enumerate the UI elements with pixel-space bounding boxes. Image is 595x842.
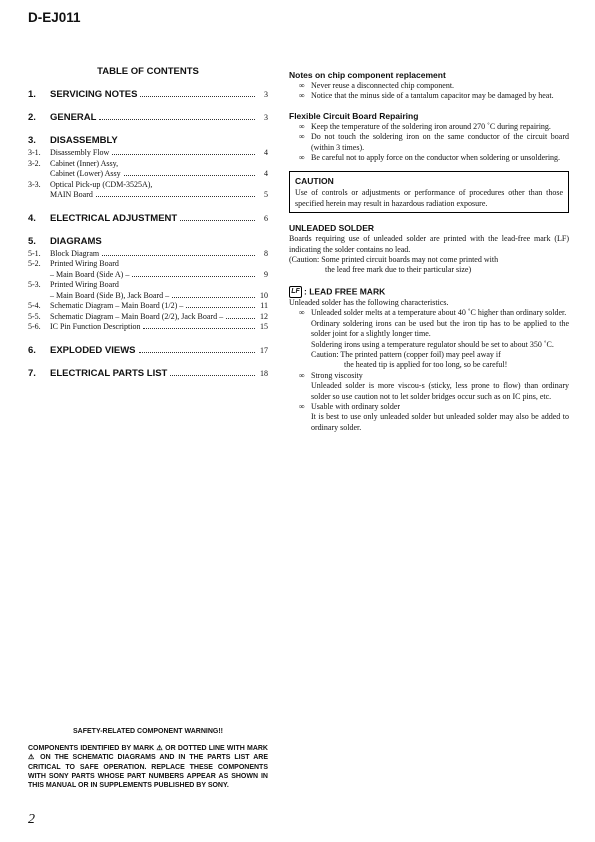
- list-item: ∞ Strong viscosity: [299, 370, 363, 380]
- caution-heading: CAUTION: [295, 176, 334, 187]
- bullet-icon: ∞: [299, 91, 305, 101]
- toc-section-title: DIAGRAMS: [50, 235, 102, 247]
- bullet-icon: ∞: [299, 370, 305, 380]
- toc-subsection-number: 5-1.: [28, 248, 41, 258]
- toc-subsection-title: Block Diagram: [50, 248, 100, 258]
- toc-page-number: 18: [260, 368, 268, 378]
- toc-subsection: [28, 259, 268, 270]
- bullet-icon: ∞: [299, 132, 305, 142]
- toc-page-number: 9: [264, 269, 268, 279]
- toc-subsection-number: 5-6.: [28, 322, 41, 331]
- toc-subsection-title: Printed Wiring Board: [50, 259, 119, 268]
- toc-section-number: 5.: [28, 235, 36, 247]
- toc-section: [28, 89, 268, 100]
- paragraph: Unleaded solder is more viscou-s (sticky, less prone to flow) than ordinary solder so use caution not to let solder bridges occur such as on IC pins, etc.: [311, 381, 569, 401]
- toc-subsection-number: 5-4.: [28, 301, 41, 310]
- toc-subsection: [28, 280, 268, 291]
- toc-leader-dots: [124, 175, 255, 176]
- toc-subsection-number: 5-3.: [28, 280, 41, 289]
- toc-section-title: GENERAL: [50, 112, 97, 123]
- toc-leader-dots: [170, 375, 255, 376]
- toc-section-title: SERVICING NOTES: [50, 89, 138, 100]
- toc-page-number: 11: [260, 301, 268, 310]
- lead-free-heading: LF : LEAD FREE MARK: [289, 286, 569, 298]
- toc-section-number: 2.: [28, 112, 36, 123]
- paragraph: Soldering irons using a temperature regulator should be set to about 350 ˚C.: [311, 339, 554, 349]
- toc-subsection-number: 3-3.: [28, 179, 41, 189]
- toc-subsection-title: Printed Wiring Board: [50, 280, 119, 289]
- toc-list: [28, 89, 268, 379]
- bullet-icon: ∞: [299, 121, 305, 131]
- melt-caution-cont: the heated tip is applied for too long, so be careful!: [344, 360, 508, 370]
- toc-section: [28, 213, 268, 224]
- toc-leader-dots: [143, 328, 255, 329]
- list-item: ∞ Never reuse a disconnected chip component.: [299, 81, 455, 90]
- toc-subsection-number: 3-1.: [28, 148, 41, 157]
- toc-section-title: ELECTRICAL PARTS LIST: [50, 367, 168, 379]
- list-item: ∞ Unleaded solder melts at a temperature about 40 ˚C higher than ordinary solder.: [299, 308, 567, 318]
- toc-section: [28, 135, 268, 146]
- toc-section-number: 3.: [28, 135, 36, 146]
- toc-page-number: 3: [264, 113, 268, 122]
- lead-free-intro: Unleaded solder has the following characteristics.: [289, 297, 449, 307]
- toc-page-number: 5: [264, 190, 268, 199]
- toc-subsection-number: 5-2.: [28, 259, 41, 268]
- toc-subsection: [28, 190, 268, 201]
- toc-subsection-title: IC Pin Function Description: [50, 322, 141, 331]
- paragraph: It is best to use only unleaded solder but unleaded solder may also be added to ordinary solder.: [311, 412, 569, 432]
- toc-page-number: 8: [264, 248, 268, 258]
- toc-leader-dots: [180, 220, 255, 221]
- flex-board-heading: Flexible Circuit Board Repairing: [289, 110, 419, 121]
- toc-subsection-title: – Main Board (Side A) –: [50, 269, 130, 279]
- bullet-icon: ∞: [299, 81, 305, 90]
- toc-subsection: [28, 270, 268, 281]
- paragraph: Ordinary soldering irons can be used but the iron tip has to be applied to the solder joint for a slightly longer time.: [311, 318, 569, 339]
- safety-warning: [28, 727, 268, 790]
- list-item: ∞ Keep the temperature of the soldering iron around 270 ˚C during repairing.: [299, 121, 551, 131]
- toc-leader-dots: [186, 307, 255, 308]
- toc-subsection: [28, 180, 268, 191]
- toc-subsection-title: Schematic Diagram – Main Board (2/2), Jack Board –: [50, 311, 224, 321]
- toc-subsection-title: MAIN Board: [50, 190, 93, 199]
- toc-subsection-title: Cabinet (Lower) Assy: [50, 169, 121, 178]
- model-header: D-EJ011: [28, 10, 81, 25]
- toc-page-number: 17: [260, 345, 268, 355]
- toc-section: [28, 368, 268, 379]
- toc-page-number: 10: [260, 290, 268, 300]
- unleaded-solder-heading: UNLEADED SOLDER: [289, 223, 375, 234]
- list-item: ∞ Usable with ordinary solder: [299, 401, 401, 411]
- list-item: ∞ Notice that the minus side of a tantalum capacitor may be damaged by heat.: [299, 91, 554, 101]
- melt-caution: Caution: The printed pattern (copper foil) may peel away if: [311, 349, 501, 359]
- toc-subsection: [28, 312, 268, 323]
- table-of-contents: [28, 66, 268, 379]
- list-item: ∞ Do not touch the soldering iron on the same conductor of the circuit board (within 3 times).: [299, 132, 569, 152]
- toc-subsection: [28, 322, 268, 333]
- toc-page-number: 4: [264, 148, 268, 157]
- toc-leader-dots: [139, 352, 255, 353]
- safety-warning-text: COMPONENTS IDENTIFIED BY MARK ⚠ OR DOTTED LINE WITH MARK ⚠ ON THE SCHEMATIC DIAGRAMS AND IN THE PARTS LIST ARE CRITICAL TO SAFE OPERATION. REPLACE THESE COMPONENTS WITH SONY PARTS WHOSE PART NUMBERS APPEAR AS SHOWN IN THIS MANUAL OR IN SUPPLEMENTS PUBLISHED BY SONY.: [28, 745, 268, 790]
- toc-subsection-title: – Main Board (Side B), Jack Board –: [50, 290, 170, 300]
- toc-subsection-number: 3-2.: [28, 158, 41, 168]
- toc-section-title: ELECTRICAL ADJUSTMENT: [50, 212, 178, 224]
- toc-subsection-title: Cabinet (Inner) Assy,: [50, 158, 119, 168]
- toc-subsection: [28, 249, 268, 260]
- service-notes-column: [289, 70, 569, 433]
- toc-section-number: 7.: [28, 367, 36, 379]
- toc-section-number: 6.: [28, 344, 36, 356]
- toc-subsection-title: Optical Pick-up (CDM-3525A),: [50, 179, 153, 189]
- page-number: 2: [28, 812, 35, 827]
- toc-leader-dots: [132, 276, 255, 277]
- toc-page-number: 3: [264, 90, 268, 99]
- toc-subsection: [28, 301, 268, 312]
- list-item: ∞ Be careful not to apply force on the conductor when soldering or unsoldering.: [299, 153, 561, 163]
- toc-page-number: 15: [260, 322, 268, 331]
- toc-leader-dots: [172, 297, 255, 298]
- toc-section-title: EXPLODED VIEWS: [50, 344, 136, 356]
- toc-leader-dots: [112, 154, 255, 155]
- caution-box: [289, 171, 569, 213]
- toc-subsection: [28, 291, 268, 302]
- chip-notes-heading: Notes on chip component replacement: [289, 70, 446, 80]
- toc-subsection-title: Disassembly Flow: [50, 148, 110, 157]
- toc-section: [28, 112, 268, 123]
- bullet-icon: ∞: [299, 153, 305, 163]
- unleaded-text: Boards requiring use of unleaded solder are printed with the lead-free mark (LF) indicating the solder contains no lead.: [289, 234, 569, 254]
- toc-title: TABLE OF CONTENTS: [97, 66, 199, 77]
- toc-subsection: [28, 159, 268, 170]
- toc-section: [28, 236, 268, 247]
- toc-section-title: DISASSEMBLY: [50, 135, 118, 146]
- toc-subsection: [28, 169, 268, 180]
- toc-leader-dots: [99, 119, 255, 120]
- toc-section-number: 4.: [28, 212, 36, 224]
- toc-section: [28, 345, 268, 356]
- toc-leader-dots: [102, 255, 255, 256]
- toc-section-number: 1.: [28, 89, 36, 100]
- toc-leader-dots: [140, 96, 255, 97]
- toc-subsection-number: 5-5.: [28, 311, 41, 321]
- bullet-icon: ∞: [299, 401, 305, 411]
- toc-page-number: 12: [260, 311, 268, 321]
- safety-warning-title: SAFETY-RELATED COMPONENT WARNING!!: [73, 728, 223, 735]
- toc-leader-dots: [96, 196, 255, 197]
- bullet-icon: ∞: [299, 308, 305, 318]
- unleaded-caution-cont: the lead free mark due to their particular size): [325, 265, 472, 275]
- lead-free-mark-icon: LF: [289, 286, 302, 298]
- toc-page-number: 4: [264, 169, 268, 178]
- toc-subsection-title: Schematic Diagram – Main Board (1/2) –: [50, 301, 184, 310]
- unleaded-caution: (Caution: Some printed circuit boards may not come printed with: [289, 255, 499, 265]
- toc-leader-dots: [226, 318, 255, 319]
- toc-page-number: 6: [264, 213, 268, 223]
- toc-subsection: [28, 148, 268, 159]
- caution-text: Use of controls or adjustments or performance of procedures other than those specified herein may result in hazardous radiation exposure.: [295, 188, 563, 208]
